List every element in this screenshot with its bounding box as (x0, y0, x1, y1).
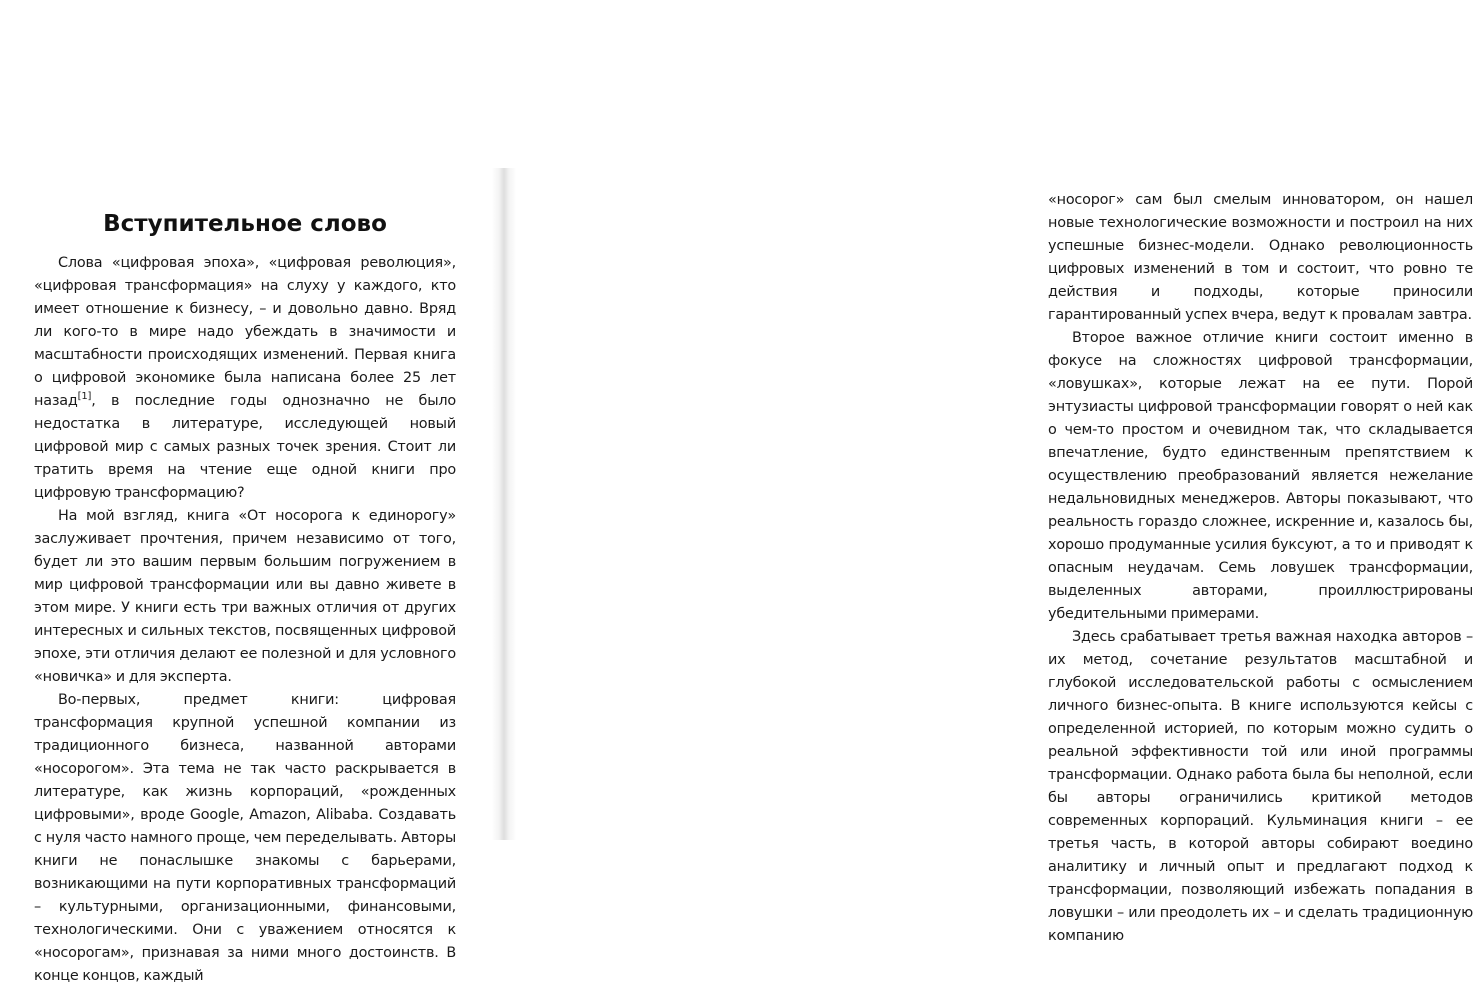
right-paragraph-continued: «носорог» сам был смелым инноватором, он нашел новые технологические возможности и построил на них успешные бизнес-модели. Однако революционность цифровых изменений в том и состоит, что ровно те действия и подходы, которые приносили гарантированный успех вчера, ведут к провалам завтра. (1048, 192, 1473, 323)
left-paragraph-1-text: Слова «цифровая эпоха», «цифровая революция», «цифровая трансформация» на слуху у каждого, кто имеет отношение к бизнесу, – и довольно давно. Вряд ли кого-то в мире надо убеждать в значимости и масштабности происходящих изменений. Первая книга о цифровой экономике была написана более 25 лет назад (34, 255, 456, 409)
left-paragraph-1-text-cont: , в последние годы однозначно не было недостатка в литературе, исследующей новый цифровой мир с самых разных точек зрения. Стоит ли тратить время на чтение еще одной книги про цифровую трансформацию? (34, 393, 456, 501)
left-page (0, 0, 500, 1000)
footnote-reference[interactable]: [1] (77, 391, 92, 403)
left-paragraph-3: Во-первых, предмет книги: цифровая трансформация крупной успешной компании из традиционного бизнеса, названной авторами «носорогом». Эта тема не так часто раскрывается в литературе, как жизнь корпораций, «рожденных цифровыми», вроде Google, Amazon, Alibaba. Создавать с нуля часто намного проще, чем переделывать. Авторы книги не понаслышке знакомы с барьерами, возникающими на пути корпоративных трансформаций – культурными, организационными, финансовыми, технологическими. Они с уважением относятся к «носорогам», признавая за ними много достоинств. В конце концов, каждый (34, 692, 456, 984)
right-paragraph-2: Второе важное отличие книги состоит именно в фокусе на сложностях цифровой трансформации, «ловушках», которые лежат на ее пути. Порой энтузиасты цифровой трансформации говорят о ней как о чем-то простом и очевидном так, что складывается впечатление, будто единственным препятствием к осуществлению преобразований является нежелание недальновидных менеджеров. Авторы показывают, что реальность гораздо сложнее, искренние и, казалось бы, хорошо продуманные усилия буксуют, а то и приводят к опасным неудачам. Семь ловушек трансформации, выделенных авторами, проиллюстрированы убедительными примерами. (1048, 330, 1473, 622)
left-paragraph-1 (34, 252, 456, 505)
right-paragraph-3: Здесь срабатывает третья важная находка авторов – их метод, сочетание результатов масштабной и глубокой исследовательской работы с осмыслением личного бизнес-опыта. В книге используются кейсы с определенной историей, по которым можно судить о реальной эффективности той или иной программы трансформации. Однако работа была бы неполной, если бы авторы ограничились критикой методов современных корпораций. Кульминация книги – ее третья часть, в которой авторы собирают воедино аналитику и личный опыт и предлагают подход к трансформации, позволяющий избежать попадания в ловушки – или преодолеть их – и сделать традиционную компанию (1048, 629, 1473, 944)
left-paragraph-2: На мой взгляд, книга «От носорога к единорогу» заслуживает прочтения, причем независимо от того, будет ли это вашим первым большим погружением в мир цифровой трансформации или вы давно живете в этом мире. У книги есть три важных отличия от других интересных и сильных текстов, посвященных цифровой эпохе, эти отличия делают ее полезной и для условного «новичка» и для эксперта. (34, 508, 456, 685)
page-title: Вступительное слово (103, 211, 387, 237)
right-page (500, 0, 1473, 1000)
left-page-text (34, 252, 456, 988)
right-page-text (1048, 189, 1473, 948)
